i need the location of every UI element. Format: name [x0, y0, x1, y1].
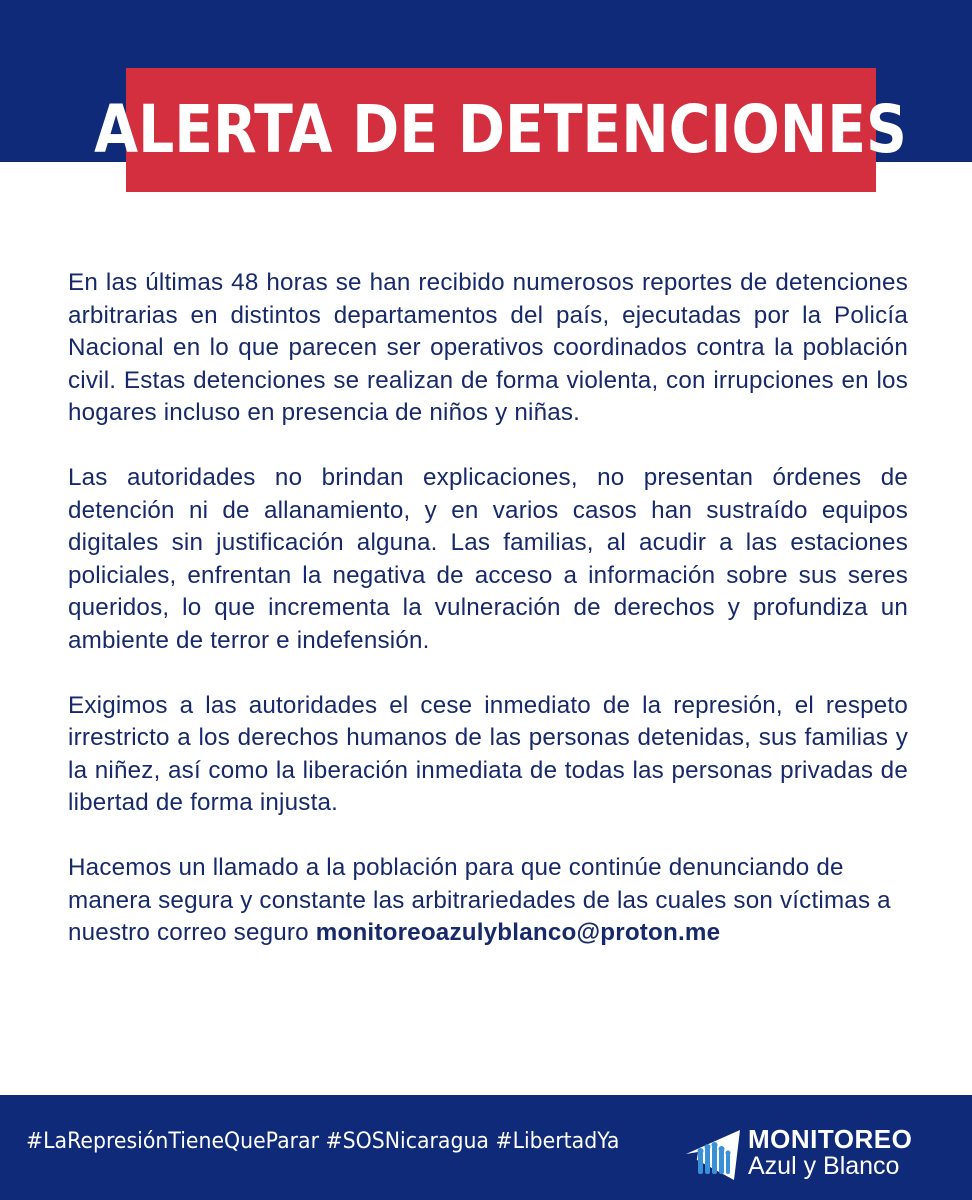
title-banner — [94, 68, 908, 192]
contact-email[interactable]: monitoreoazulyblanco@proton.me — [315, 919, 721, 946]
paragraph-4 — [68, 852, 908, 950]
hashtags: #LaRepresiónTieneQueParar #SOSNicaragua #LibertadYa — [26, 1129, 620, 1154]
paragraph-2: Las autoridades no brindan explicaciones, no presentan órdenes de detención ni de allanamiento, y en varios casos han sustraído equipos digitales sin justificación alguna. Las familias, al acudir a las estaciones policiales, enfrentan la negativa de acceso a información sobre sus seres queridos, lo que incrementa la vulneración de derechos y profundiza un ambiente de terror e indefensión. — [68, 464, 908, 654]
hands-raised-triangle-logo-icon — [684, 1126, 742, 1182]
alert-body — [68, 267, 908, 982]
paragraph-3: Exigimos a las autoridades el cese inmediato de la represión, el respeto irrestricto a los derechos humanos de las personas detenidas, sus familias y la niñez, así como la liberación inmediata de todas las personas privadas de libertad de forma injusta. — [68, 691, 908, 816]
call-to-action-text: Hacemos un llamado a la población para que continúe denunciando de manera segura y constante las arbitrariedades de las cuales son víctimas a nuestro correo seguro — [68, 854, 891, 946]
paragraph-1: En las últimas 48 horas se han recibido numerosos reportes de detenciones arbitrarias en distintos departamentos del país, ejecutadas por la Policía Nacional en lo que parecen ser operativos coordinados contra la población civil. Estas detenciones se realizan de forma violenta, con irrupciones en los hogares incluso en presencia de niños y niñas. — [68, 269, 908, 426]
logo-subtitle: Azul y Blanco — [748, 1152, 900, 1180]
monitoreo-logo — [684, 1124, 954, 1184]
logo-title: MONITOREO — [748, 1124, 913, 1154]
page-title: ALERTA DE DETENCIONES — [94, 91, 908, 168]
